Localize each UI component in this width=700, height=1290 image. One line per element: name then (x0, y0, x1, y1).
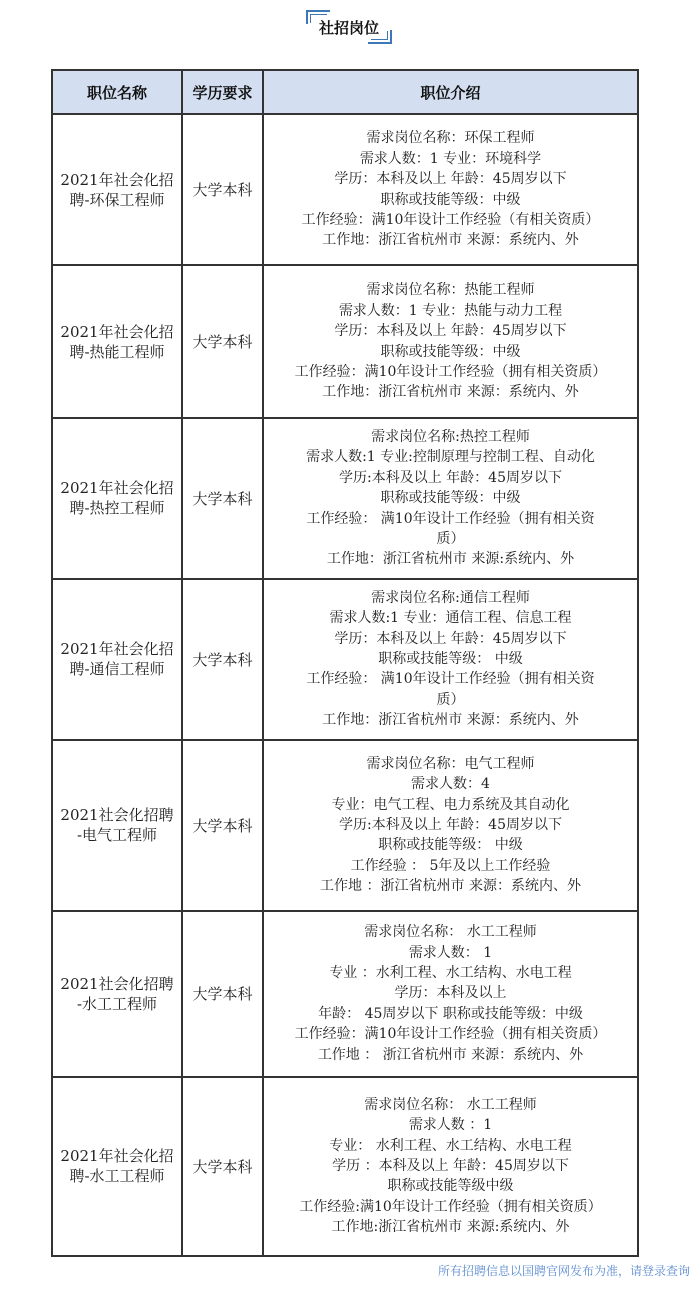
table-row (52, 579, 638, 740)
description-cell (263, 114, 638, 265)
description-line: 工作经验:满10年设计工作经验（拥有相关资质） (299, 1198, 602, 1215)
description-line: 工作地:浙江省杭州市 来源:系统内、外 (331, 1219, 570, 1236)
table-row (52, 418, 638, 579)
description-line: 需求人数：1 专业：热能与动力工程 (338, 302, 563, 319)
description-line: 工作地 ： 浙江省杭州市 来源：系统内、外 (317, 1046, 584, 1063)
section-header (0, 10, 700, 50)
description-cell (263, 579, 638, 740)
position-name-cell (52, 740, 182, 911)
education-cell: 大学本科 (182, 911, 263, 1077)
description-cell (263, 418, 638, 579)
description-line: 工作经验：满10年设计工作经验（拥有相关资质） (294, 363, 607, 380)
position-name-line: 2021年社会化招 (60, 322, 174, 341)
description-line: 工作地：浙江省杭州市 来源：系统内、外 (322, 232, 579, 249)
description-line: 专业： 水利工程、水工结构、水电工程 (329, 1137, 572, 1154)
position-name-line: 聘-通信工程师 (69, 660, 165, 679)
table-row (52, 1077, 638, 1256)
description-line: 学历：本科及以上 年龄：45周岁以下 (334, 323, 567, 340)
position-name-cell (52, 418, 182, 579)
description-line: 需求人数:1 专业:控制原理与控制工程、自动化 (306, 449, 595, 466)
table-row (52, 740, 638, 911)
header-education: 学历要求 (182, 70, 263, 114)
description-line: 需求岗位名称:通信工程师 (371, 589, 530, 606)
position-name-line: 2021社会化招聘 (60, 974, 174, 993)
position-name-line: 2021年社会化招 (60, 640, 174, 659)
header-position-name: 职位名称 (52, 70, 182, 114)
description-line: 学历:本科及以上 年龄：45周岁以下 (339, 469, 562, 486)
description-line: 需求岗位名称：热能工程师 (366, 282, 535, 299)
description-line: 工作经验：满10年设计工作经验（拥有相关资质） (294, 1026, 607, 1043)
description-cell (263, 265, 638, 418)
description-line: 学历：本科及以上 (394, 985, 507, 1002)
description-line: 需求人数：4 (411, 776, 490, 793)
position-name-line: -水工工程师 (76, 994, 158, 1013)
description-line: 需求岗位名称：环保工程师 (366, 130, 535, 147)
position-name-cell (52, 265, 182, 418)
page-title: 社招岗位 (318, 19, 379, 37)
description-line: 工作经验： 满10年设计工作经验（拥有相关资 (306, 671, 595, 688)
description-line: 需求岗位名称： 水工工程师 (364, 924, 537, 941)
description-line: 年龄： 45周岁以下 职称或技能等级：中级 (318, 1005, 583, 1022)
description-cell (263, 911, 638, 1077)
description-line: 专业 ：水利工程、水工结构、水电工程 (329, 965, 572, 982)
position-name-line: -电气工程师 (76, 826, 158, 845)
description-line: 工作地：浙江省杭州市 来源：系统内、外 (322, 384, 579, 401)
position-name-line: 2021年社会化招 (60, 1147, 174, 1166)
description-line: 需求人数 ：1 (408, 1117, 493, 1134)
education-cell: 大学本科 (182, 265, 263, 418)
header-description: 职位介绍 (263, 70, 638, 114)
table-row (52, 265, 638, 418)
position-name-cell (52, 114, 182, 265)
table-row (52, 114, 638, 265)
description-line: 工作地：浙江省杭州市 来源:系统内、外 (326, 551, 575, 568)
education-cell: 大学本科 (182, 114, 263, 265)
description-line: 专业：电气工程、电力系统及其自动化 (331, 796, 570, 813)
position-name-line: 聘-热控工程师 (69, 499, 165, 518)
description-line: 学历 ：本科及以上 年龄：45周岁以下 (332, 1157, 569, 1174)
description-line: 质） (436, 691, 465, 708)
description-line: 职称或技能等级：中级 (380, 191, 521, 208)
description-line: 工作经验 ： 5年及以上工作经验 (350, 857, 551, 874)
footer-notice: 所有招聘信息以国聘官网发布为准，请登录查询 (437, 1264, 690, 1278)
description-line: 质） (436, 531, 465, 548)
education-cell: 大学本科 (182, 740, 263, 911)
position-name-line: 2021年社会化招 (60, 479, 174, 498)
position-name-line: 聘-热能工程师 (69, 342, 165, 361)
position-name-line: 聘-水工工程师 (69, 1167, 165, 1186)
description-line: 工作经验：满10年设计工作经验（有相关资质） (301, 211, 600, 228)
description-line: 需求人数:1 专业：通信工程、信息工程 (329, 610, 572, 627)
description-line: 需求人数： 1 (408, 944, 493, 961)
position-name-line: 2021年社会化招 (60, 170, 174, 189)
description-line: 职称或技能等级： 中级 (378, 651, 523, 668)
description-line: 学历：本科及以上 年龄：45周岁以下 (334, 171, 567, 188)
jobs-table (51, 69, 639, 1257)
education-cell: 大学本科 (182, 418, 263, 579)
description-line: 需求岗位名称： 水工工程师 (364, 1096, 537, 1113)
description-line: 学历:本科及以上 年龄：45周岁以下 (339, 816, 562, 833)
position-name-cell (52, 911, 182, 1077)
description-line: 工作地：浙江省杭州市 来源：系统内、外 (322, 712, 579, 729)
position-name-line: 聘-环保工程师 (69, 190, 165, 209)
description-line: 职称或技能等级：中级 (380, 343, 521, 360)
description-cell (263, 740, 638, 911)
description-line: 学历：本科及以上 年龄：45周岁以下 (334, 630, 567, 647)
description-line: 职称或技能等级： 中级 (378, 837, 523, 854)
table-header-row (52, 70, 638, 114)
table-row (52, 911, 638, 1077)
description-line: 工作经验： 满10年设计工作经验（拥有相关资 (306, 510, 595, 527)
education-cell: 大学本科 (182, 1077, 263, 1256)
description-cell (263, 1077, 638, 1256)
description-line: 工作地 ：浙江省杭州市 来源：系统内、外 (320, 878, 581, 895)
description-line: 职称或技能等级：中级 (380, 490, 521, 507)
description-line: 需求岗位名称:热控工程师 (371, 429, 530, 445)
description-line: 需求岗位名称：电气工程师 (366, 755, 535, 772)
position-name-cell (52, 579, 182, 740)
title-frame (306, 10, 392, 44)
education-cell: 大学本科 (182, 579, 263, 740)
position-name-cell (52, 1077, 182, 1256)
description-line: 职称或技能等级中级 (387, 1178, 514, 1195)
position-name-line: 2021社会化招聘 (60, 806, 174, 825)
description-line: 需求人数：1 专业：环境科学 (359, 150, 542, 167)
